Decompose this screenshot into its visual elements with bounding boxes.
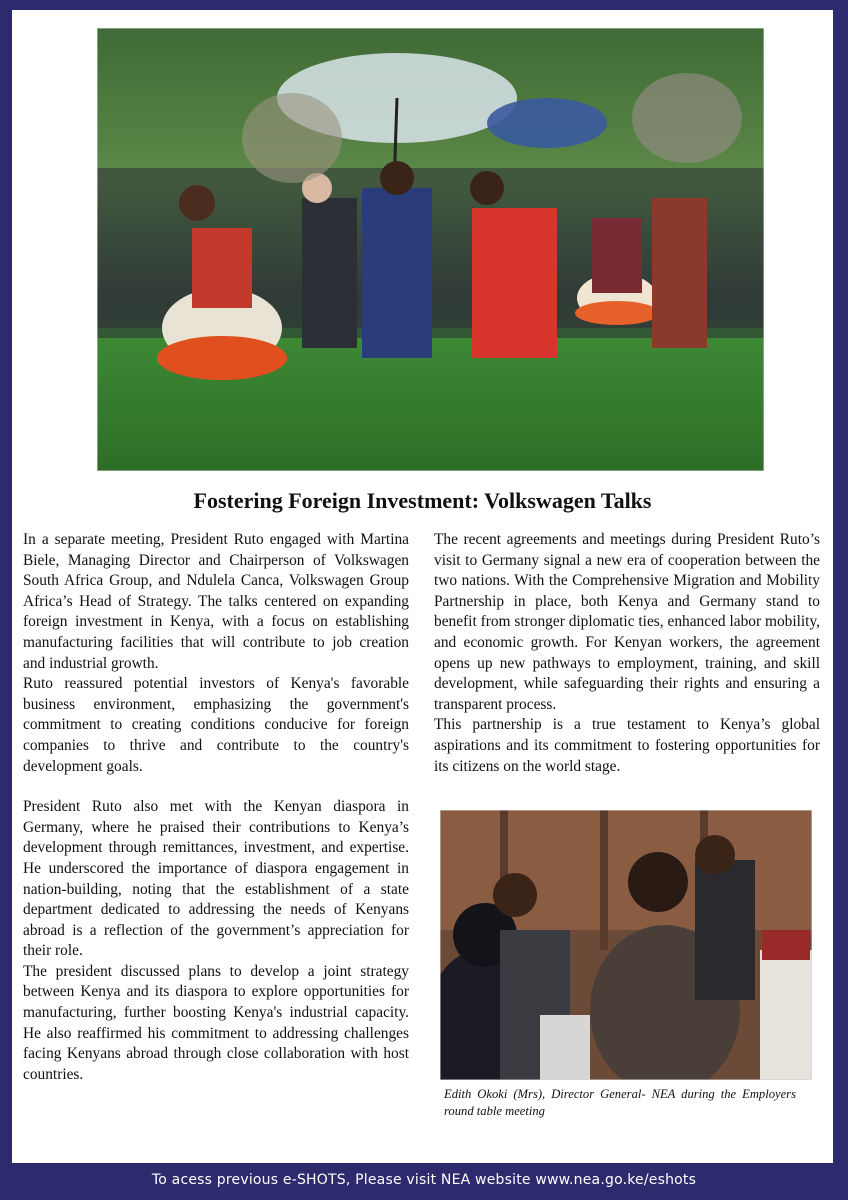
paragraph-new-era: The recent agreements and meetings during President Ruto’s visit to Germany signal a new era of cooperation between the two nations. With the Comprehensive Migration and Mobility Partnership in place, both Kenya and Germany stand to benefit from stronger diplomatic ties, enhanced labor mobility, and economic growth. For Kenyan workers, the agreement opens up new pathways to employment, training, and skill development, while safeguarding their rights and ensuring a transparent process. (434, 531, 820, 713)
paragraph-partnership-testament: This partnership is a true testament to Kenya’s global aspirations and its commitment to fostering opportunities for its citizens on the world stage. (434, 716, 820, 775)
footer-link-text[interactable]: To acess previous e-SHOTS, Please visit NEA website www.nea.go.ke/eshots (151, 1172, 697, 1188)
paragraph-spacer (23, 777, 409, 797)
paragraph-volkswagen-meeting: In a separate meeting, President Ruto engaged with Martina Biele, Managing Director and Chairperson of Volkswagen South Africa Group, and Ndulela Canca, Volkswagen Group Africa’s Head of Strategy. The talks centered on expanding foreign investment in Kenya, with a focus on establishing manufacturing facilities that will contribute to job creation and industrial growth. (23, 531, 409, 672)
right-column (434, 530, 820, 777)
hero-photo (97, 28, 764, 471)
left-column (23, 530, 409, 1085)
page (12, 10, 833, 1163)
photo-caption: Edith Okoki (Mrs), Director General- NEA during the Employers round table meeting (444, 1087, 796, 1118)
paragraph-investor-assurance: Ruto reassured potential investors of Kenya's favorable business environment, emphasizing the government's commitment to creating conditions conducive for foreign companies to thrive and contribute to the country's development goals. (23, 675, 409, 775)
paragraph-joint-strategy: The president discussed plans to develop a joint strategy between Kenya and its diaspora to explore opportunities for manufacturing, further boosting Kenya's industrial capacity. He also reaffirmed his commitment to addressing challenges facing Kenyans abroad through close collaboration with host countries. (23, 962, 409, 1083)
meeting-photo (440, 810, 812, 1080)
paragraph-diaspora-meeting: President Ruto also met with the Kenyan diaspora in Germany, where he praised their contributions to Kenya’s development through remittances, investment, and expertise. He underscored the importance of diaspora engagement in nation-building, noting that the establishment of a state department dedicated to addressing the needs of Kenyans abroad is a reflection of the government’s appreciation for their role. (23, 798, 409, 960)
dancers-photo-image (97, 28, 764, 471)
article-heading: Fostering Foreign Investment: Volkswagen Talks (193, 488, 652, 513)
round-table-photo-image (440, 810, 812, 1080)
